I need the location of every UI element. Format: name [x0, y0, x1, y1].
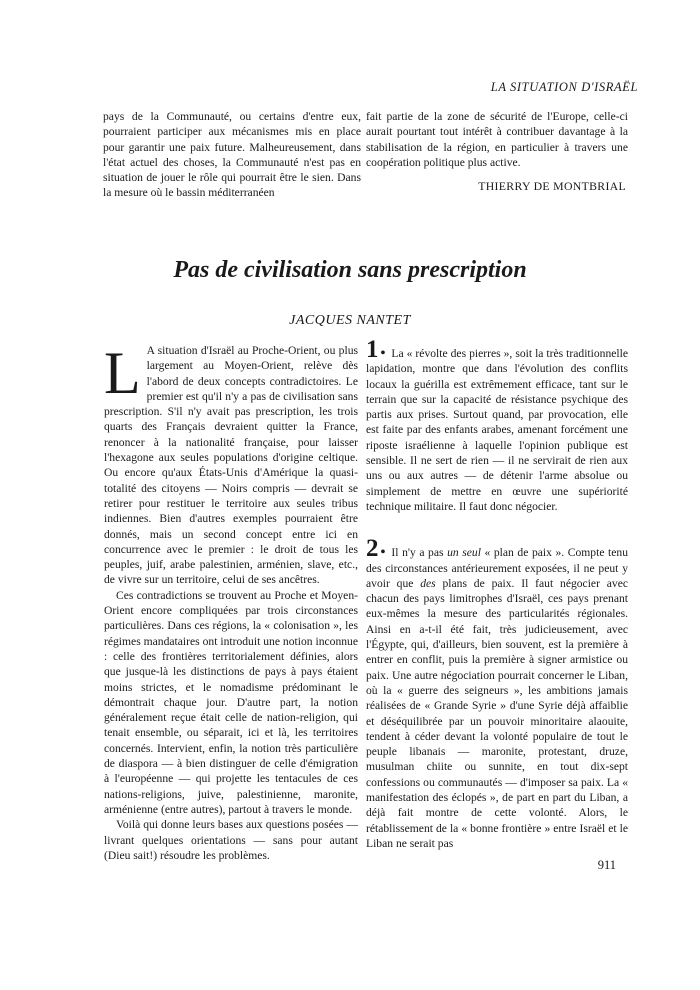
drop-cap: L — [104, 340, 141, 406]
section-text: plans de paix. Il faut négocier avec chacun des pays limitrophes d'Israël, ces pays prenant eux-mêmes la mesure des particularités régionales. Ainsi en a-t-il été fait, très judicieusement, avec l'Égypte, qui, d'ailleurs, bien souvent, est la première à entrer en conflit, puis la première à signer armistice ou paix. Une autre négociation pourrait concerner le Liban, où la « guerre des seigneurs », les ambitions jamais réalisées de « Grande Syrie » d'une Syrie déjà affaiblie et déséquilibrée par un pouvoir minoritaire alaouite, tendent à céder devant la volonté populaire de tout le peuple libanais — maronite, protestant, druze, musulman chiite ou sunnite, en tout dix-sept confessions ou communautés — d'imposer sa paix. La « manifestation des éclopés », de part en part du Liban, a déjà fait montre de cette volonté. Alors, le rétablissement de la « bonne frontière » entre Israël et le Liban ne serait pas — [366, 576, 628, 850]
running-head: LA SITUATION D'ISRAËL — [490, 80, 638, 94]
article-author: JACQUES NANTET — [289, 313, 411, 328]
previous-article-paragraph: fait partie de la zone de sécurité de l'Europe, celle-ci aurait pourtant tout intérêt à contribuer davantage à la stabilisation de la région, en particulier à travers une coopération politique plus active. — [366, 110, 628, 169]
section-text: Il n'y a pas — [391, 546, 448, 560]
section-number-dot: • — [380, 545, 386, 561]
page-number: 911 — [597, 858, 616, 872]
previous-article-right-column — [366, 109, 628, 170]
intro-paragraph-3: Voilà qui donne leurs bases aux questions posées — livrant quelques orientations — sans pour autant (Dieu sait!) résoudre les problèmes. — [104, 818, 358, 862]
section-2 — [366, 535, 628, 851]
section-number: 2 — [366, 535, 379, 563]
emphasis: des — [420, 576, 436, 590]
article-right-column — [366, 336, 628, 851]
previous-article-signature: THIERRY DE MONTBRIAL — [478, 179, 626, 193]
section-number: 1 — [366, 336, 379, 363]
section-number-dot: • — [380, 346, 386, 361]
emphasis: un seul — [447, 546, 481, 560]
intro-text: A situation d'Israël au Proche-Orient, ou plus largement au Moyen-Orient, relève dès l'abord de deux concepts contradictoires. Le premier est qu'il n'y a pas de civilisation sans prescription. S'il n'y avait pas prescription, les trois quarts des Français devraient quitter la France, renoncer à la nationalité française, pour laisser l'hexagone aux seules populations d'origine celtique. Ou encore qu'aux États-Unis d'Amérique la quasi-totalité des citoyens — Noirs compris — devrait se retirer pour restituer le territoire aux seules tribus indiennes. Bien d'autres exemples pourraient être donnés, mais un second concept entre ici en concurrence avec le premier : le droit de tous les peuples, juif, arabe palestinien, arménien, slave, etc., de vivre sur un territoire, celui de ses ancêtres. — [104, 344, 358, 587]
section-spacer — [366, 514, 628, 542]
section-text: La « révolte des pierres », soit la très traditionnelle lapidation, montre que dans l'évolution des conflits locaux la guérilla est extrêmement efficace, tant sur le terrain que sur la capacité de résistance psychique des partis aux prises. Surtout quand, par provocation, elle est faite par des enfants arabes, amenant forcément une riposte israélienne à laquelle l'opinion publique est sensible. Il ne sert de rien — il ne servirait de rien aux uns ou aux autres — de détenir l'arme absolue ou simplement de mettre en œuvre une supériorité technique militaire. Il faut donc négocier. — [366, 347, 628, 513]
section-1 — [366, 336, 628, 514]
section-text: « plan de paix ». Compte tenu des circonstances antérieurement exposées, il ne peut y avoir que — [366, 546, 628, 590]
intro-paragraph — [104, 340, 358, 588]
intro-paragraph-2: Ces contradictions se trouvent au Proche et Moyen-Orient encore compliquées par trois circonstances particulières. Dans ces régions, la « colonisation », les régimes mandataires ont introduit une notion inconnue : celle des frontières territorialement définies, alors que jusque-là les distinctions de pays à pays étaient moins strictes, et le nomadisme prédominant le démontrait chaque jour. D'autre part, la notion généralement reçue était celle de nation-religion, qui tenait ensemble, ou séparait, ici et là, les territoires concernés. Intervient, enfin, la notion très particulière de diaspora — à bien distinguer de celle d'émigration à l'européenne — qui projette les tentacules de ces nations-religions, juive, palestinienne, maronite, arménienne (entre autres), partout à travers le monde. — [104, 588, 358, 816]
article-left-column — [104, 340, 358, 863]
previous-article-paragraph: pays de la Communauté, ou certains d'entre eux, pourraient participer aux mécanismes mis en place pour garantir une paix future. Malheureusement, dans l'état actuel des choses, la Communauté n'est pas en situation de jouer le rôle qui pourrait être le sien. Dans la mesure où le bassin méditerranéen — [103, 110, 361, 200]
article-title: Pas de civilisation sans prescription — [173, 257, 527, 283]
previous-article-left-column — [103, 109, 361, 201]
